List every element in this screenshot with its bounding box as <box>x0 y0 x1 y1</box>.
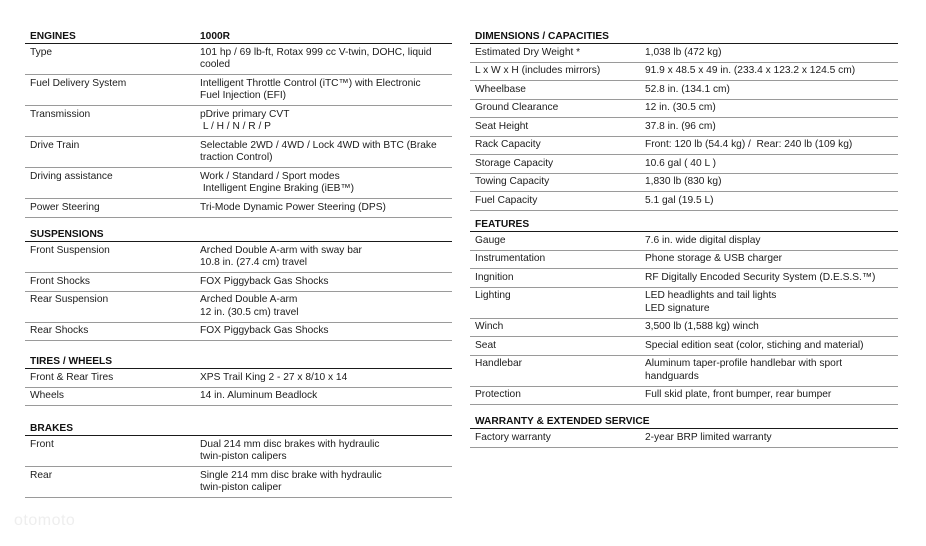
spec-value-line: twin-piston calipers <box>200 451 287 462</box>
spec-value-line: 3,500 lb (1,588 kg) winch <box>645 321 759 332</box>
section-engines <box>25 26 452 218</box>
spec-value <box>200 294 452 319</box>
section-heading <box>470 214 898 232</box>
spec-value-line: 52.8 in. (134.1 cm) <box>645 83 730 95</box>
spec-label: Instrumentation <box>475 253 546 264</box>
spec-label: Factory warranty <box>475 431 551 443</box>
spec-value-line: Aluminum taper-profile handlebar with sport <box>645 358 843 369</box>
watermark: otomoto <box>14 512 76 529</box>
spec-value <box>645 195 898 208</box>
spec-value <box>200 171 452 196</box>
spec-label: Towing Capacity <box>475 176 550 187</box>
section-title: BRAKES <box>30 423 74 434</box>
spec-value <box>200 78 452 103</box>
spec-label: Type <box>30 46 53 58</box>
spec-value-line: Full skid plate, front bumper, rear bumper <box>645 389 832 400</box>
spec-value <box>200 245 452 270</box>
spec-value <box>200 276 452 289</box>
spec-row <box>470 319 898 338</box>
spec-row <box>25 199 452 218</box>
spec-row <box>25 106 452 137</box>
spec-value <box>645 121 898 134</box>
spec-value-line: 5.1 gal (19.5 L) <box>645 194 714 206</box>
spec-label: Transmission <box>30 108 91 120</box>
spec-row <box>25 137 452 168</box>
spec-label: Seat Height <box>475 120 529 132</box>
spec-value-line: cooled <box>200 59 231 70</box>
spec-row <box>470 174 898 193</box>
spec-label: Front Suspension <box>30 244 110 256</box>
model-column-heading: 1000R <box>200 31 231 42</box>
spec-row <box>25 273 452 292</box>
section-title: FEATURES <box>475 219 530 230</box>
spec-value-line: 101 hp / 69 lb-ft, Rotax 999 cc V-twin, DOHC, liquid <box>200 46 432 58</box>
spec-row <box>470 44 898 63</box>
section-heading <box>470 411 898 429</box>
spec-value-line: pDrive primary CVT <box>200 108 290 120</box>
spec-row <box>25 44 452 75</box>
spec-value-line: 12 in. (30.5 cm) <box>645 102 716 113</box>
spec-value <box>645 432 898 445</box>
section-features <box>470 214 898 405</box>
spec-row <box>470 155 898 174</box>
spec-value-line: RF Digitally Encoded Security System (D.E.S.S.™) <box>645 271 876 283</box>
spec-row <box>470 387 898 406</box>
spec-label: Storage Capacity <box>475 157 554 169</box>
spec-value <box>200 202 452 215</box>
spec-value-line: Single 214 mm disc brake with hydraulic <box>200 469 382 481</box>
spec-row <box>470 100 898 119</box>
spec-value <box>645 84 898 97</box>
spec-value <box>200 47 452 72</box>
spec-value <box>645 102 898 115</box>
section-tires-wheels <box>25 351 452 406</box>
spec-row <box>470 137 898 156</box>
spec-value <box>645 139 898 152</box>
spec-row <box>25 436 452 467</box>
spec-row <box>470 118 898 137</box>
spec-value-line: 7.6 in. wide digital display <box>645 234 761 246</box>
spec-label: Front <box>30 438 54 450</box>
spec-row <box>470 337 898 356</box>
spec-row <box>470 269 898 288</box>
spec-value <box>200 390 452 403</box>
spec-value <box>645 253 898 266</box>
spec-value-line: 1,830 lb (830 kg) <box>645 176 722 187</box>
spec-label: Protection <box>475 389 521 400</box>
section-suspensions <box>25 224 452 341</box>
spec-value <box>200 109 452 134</box>
spec-value-line: Selectable 2WD / 4WD / Lock 4WD with BTC (Brake <box>200 139 437 151</box>
spec-value-line: Arched Double A-arm <box>200 294 298 305</box>
spec-label: Driving assistance <box>30 170 113 182</box>
spec-value-line: FOX Piggyback Gas Shocks <box>200 275 329 287</box>
spec-row <box>470 429 898 448</box>
spec-value-line: XPS Trail King 2 - 27 x 8/10 x 14 <box>200 371 348 383</box>
spec-row <box>25 168 452 199</box>
spec-label: Ingnition <box>475 271 514 283</box>
spec-value-line: Dual 214 mm disc brakes with hydraulic <box>200 438 380 450</box>
spec-value-line: Intelligent Engine Braking (iEB™) <box>200 183 355 194</box>
spec-label: Drive Train <box>30 139 80 151</box>
spec-label: Rear <box>30 469 53 481</box>
spec-label: Front & Rear Tires <box>30 371 114 383</box>
spec-row <box>25 242 452 273</box>
spec-row <box>470 63 898 82</box>
spec-row <box>470 192 898 211</box>
spec-value <box>200 325 452 338</box>
spec-label: Front Shocks <box>30 275 91 287</box>
spec-label: Power Steering <box>30 201 100 213</box>
spec-value-line: handguards <box>645 370 699 382</box>
spec-row <box>470 288 898 319</box>
spec-label: Wheelbase <box>475 83 526 95</box>
spec-label: Lighting <box>475 290 511 301</box>
spec-value <box>645 340 898 353</box>
section-title: SUSPENSIONS <box>30 229 104 240</box>
spec-row <box>25 467 452 498</box>
spec-label: Seat <box>475 339 496 351</box>
spec-value-line: 10.8 in. (27.4 cm) travel <box>200 257 308 268</box>
spec-row <box>25 369 452 388</box>
section-dimensions-capacities <box>470 26 898 211</box>
spec-value-line: 14 in. Aluminum Beadlock <box>200 390 318 401</box>
section-heading <box>25 418 452 436</box>
spec-value <box>645 358 898 383</box>
spec-value <box>645 158 898 171</box>
spec-value-line: twin-piston caliper <box>200 482 282 493</box>
spec-value <box>200 470 452 495</box>
spec-label: Gauge <box>475 234 506 246</box>
section-heading <box>470 26 898 44</box>
spec-value-line: traction Control) <box>200 152 273 163</box>
spec-row <box>470 81 898 100</box>
spec-value <box>645 321 898 334</box>
spec-row <box>470 251 898 270</box>
spec-value-line: Front: 120 lb (54.4 kg) / Rear: 240 lb (109 kg) <box>645 139 853 150</box>
section-heading <box>25 224 452 242</box>
section-brakes <box>25 418 452 498</box>
spec-label: Rear Shocks <box>30 325 89 336</box>
spec-value <box>645 272 898 285</box>
spec-value <box>645 290 898 315</box>
section-heading <box>25 351 452 369</box>
spec-value <box>645 389 898 402</box>
spec-row <box>470 356 898 387</box>
spec-value <box>645 235 898 248</box>
spec-value-line: L / H / N / R / P <box>200 121 271 132</box>
section-title: DIMENSIONS / CAPACITIES <box>475 31 609 42</box>
spec-label: Fuel Delivery System <box>30 77 127 89</box>
spec-label: Fuel Capacity <box>475 194 538 206</box>
spec-label: Handlebar <box>475 358 523 369</box>
spec-label: Estimated Dry Weight * <box>475 46 581 58</box>
spec-label: Ground Clearance <box>475 102 559 113</box>
spec-value <box>645 47 898 60</box>
spec-value-line: 12 in. (30.5 cm) travel <box>200 306 299 318</box>
spec-label: Rack Capacity <box>475 139 541 150</box>
spec-value-line: FOX Piggyback Gas Shocks <box>200 325 329 336</box>
spec-value <box>200 439 452 464</box>
section-title: WARRANTY & EXTENDED SERVICE <box>475 416 650 427</box>
spec-value-line: Arched Double A-arm with sway bar <box>200 244 362 256</box>
spec-row <box>25 323 452 342</box>
spec-value-line: 91.9 x 48.5 x 49 in. (233.4 x 123.2 x 124.5 cm) <box>645 65 856 76</box>
spec-label: Winch <box>475 321 504 332</box>
section-heading <box>25 26 452 44</box>
spec-label: Rear Suspension <box>30 294 109 305</box>
spec-value-line: Phone storage & USB charger <box>645 253 783 264</box>
spec-value <box>200 372 452 385</box>
spec-value-line: 37.8 in. (96 cm) <box>645 120 716 132</box>
spec-row <box>25 292 452 323</box>
spec-value-line: Special edition seat (color, stiching and material) <box>645 339 864 351</box>
section-title: ENGINES <box>30 31 76 42</box>
spec-value-line: Tri-Mode Dynamic Power Steering (DPS) <box>200 201 386 213</box>
spec-value-line: Fuel Injection (EFI) <box>200 90 287 101</box>
spec-value-line: 2-year BRP limited warranty <box>645 431 772 443</box>
section-title: TIRES / WHEELS <box>30 356 113 367</box>
spec-value-line: LED signature <box>645 302 710 314</box>
spec-value <box>645 176 898 189</box>
spec-label: L x W x H (includes mirrors) <box>475 65 601 76</box>
spec-value <box>200 140 452 165</box>
spec-value <box>645 65 898 78</box>
spec-label: Wheels <box>30 390 64 401</box>
spec-value-line: 1,038 lb (472 kg) <box>645 46 722 58</box>
spec-value-line: LED headlights and tail lights <box>645 290 777 301</box>
spec-value-line: 10.6 gal ( 40 L ) <box>645 157 716 169</box>
spec-row <box>470 232 898 251</box>
spec-row <box>25 75 452 106</box>
spec-value-line: Work / Standard / Sport modes <box>200 170 340 182</box>
section-warranty-extended-service <box>470 411 898 448</box>
spec-row <box>25 388 452 407</box>
spec-value-line: Intelligent Throttle Control (iTC™) with Electronic <box>200 77 421 89</box>
